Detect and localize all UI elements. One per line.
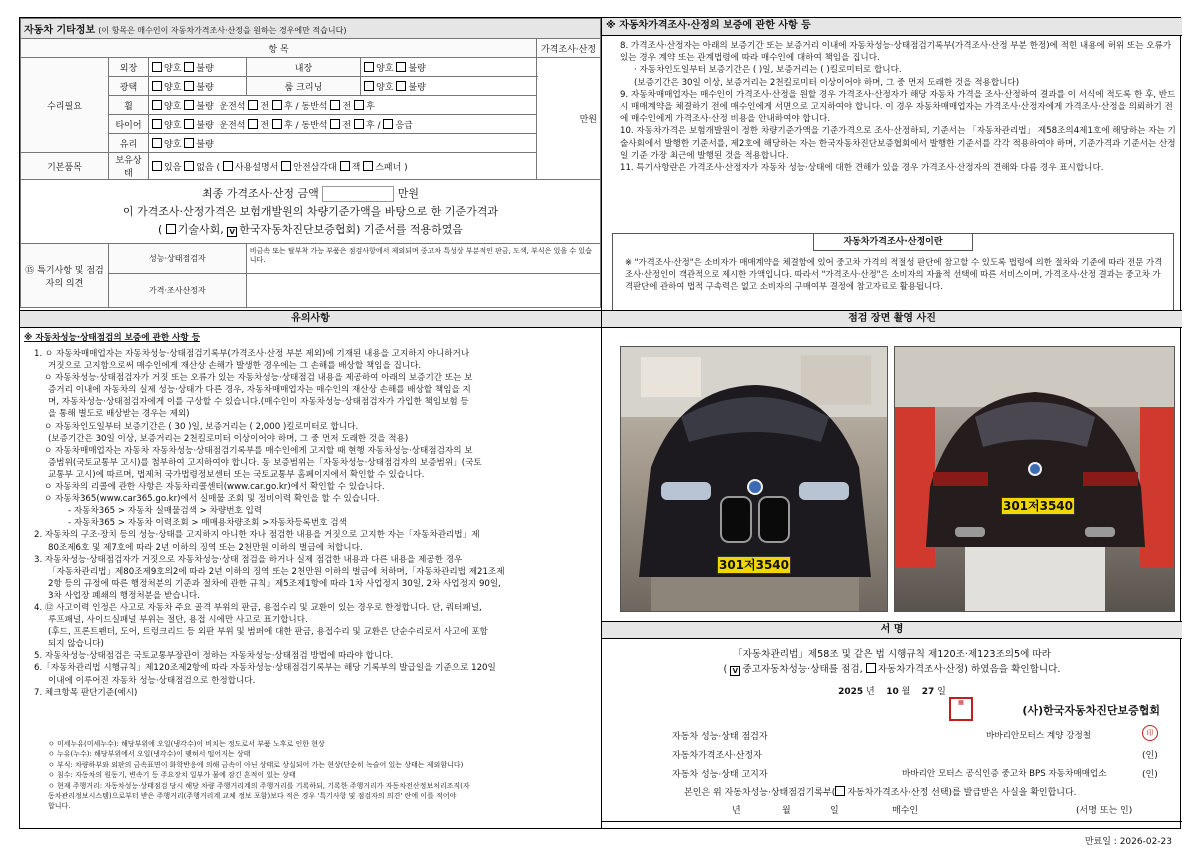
appraiser-opinion-text[interactable]: [246, 274, 600, 308]
row-exterior: 외장: [109, 58, 149, 77]
appraiser-opinion-label: 가격·조사산정자: [109, 274, 247, 308]
row-interior: 내장: [246, 58, 360, 77]
basis-line-1: 이 가격조사·산정가격은 보험개발원의 차량기준가액을 바탕으로 한 기준가격과: [122, 204, 499, 218]
tire-emergency-checkbox[interactable]: [383, 119, 393, 129]
receipt-appraisal-checkbox[interactable]: [835, 786, 845, 796]
manual-checkbox[interactable]: [223, 161, 233, 171]
wheel-pass-front-checkbox[interactable]: [330, 100, 340, 110]
criteria-line: ㅇ 누유(누수): 해당부위에서 오일(냉각수)이 맺혀서 떨어지는 상태: [48, 750, 251, 759]
rear-photo: [894, 346, 1175, 612]
gloss-bad-checkbox[interactable]: [184, 81, 194, 91]
price-unit: 만원: [537, 58, 601, 180]
wheel-pass-rear-checkbox[interactable]: [354, 100, 364, 110]
notes-line: 루프패널, 사이드실패널 부위는 절단, 용접 시에만 사고로 표기합니다.: [48, 615, 308, 626]
interior-bad-checkbox[interactable]: [396, 62, 406, 72]
notes-line: 며, 자동차성능·상태점검자에게 이를 구상할 수 있습니다.(매수인이 자동차성능·상태점검자가 가입한 책임보험 등: [48, 397, 469, 408]
row-gloss: 광택: [109, 77, 149, 96]
glass-good-checkbox[interactable]: [152, 138, 162, 148]
header-item: 항 목: [21, 39, 537, 58]
notes-line: 2항 등의 규정에 따른 행정처분의 기준과 절차에 관한 규칙」제5조제1항에 따라 1차 사업정지 30일, 2차 사업정지 90일,: [48, 578, 501, 589]
wheel-driver-rear-checkbox[interactable]: [272, 100, 282, 110]
row-glass: 유리: [109, 134, 149, 153]
notes-line: 80조제6호 및 제7호에 따라 2년 이하의 징역 또는 2천만원 이하의 벌금에 처합니다.: [48, 542, 363, 553]
buyer-sign: (서명 또는 인): [1076, 806, 1133, 816]
notes-line: - 자동차365 > 자동차 실매물검색 > 차량번호 입력: [68, 506, 263, 517]
none-checkbox[interactable]: [184, 161, 194, 171]
photos-title: 점검 장면 촬영 사진: [602, 310, 1182, 328]
inspector-seal-icon: 印: [1142, 725, 1158, 741]
wheel-driver-front-checkbox[interactable]: [248, 100, 258, 110]
notes-line: 거짓으로 고지함으로써 매수인에게 재산상 손해가 발생한 경우에는 그 손해를 배상할 책임을 집니다.: [48, 361, 422, 372]
document-frame: [19, 17, 1181, 829]
guarantee-price-body: 8. 가격조사·산정자는 아래의 보증기간 또는 보증거리 이내에 자동차성능·상태점검기록부(가격조사·산정 부분 한정)에 적힌 내용에 허위 또는 오류가 있는 경우 계약 또는 관계법령에 따라 매수인에 대하여 책임을 집니다. · 자동차인도일부터 보증기간은 ( )일, 보증거리는 ( )킬로미터로 합니다. (보증기간은 30일 이상, 보증거리는 2천킬로미터 이상이어야 하며, 그 중 먼저 도래한 것을 적용합니다) 9. 자동차매매업자는 매수인이 가격조사·산정을 원할 경우 가격조사·산정자가 해당 자동차 가격을 조사·산정하여 결과를 이 서식에 적도록 한 후, 반드시 매매계약을 체결하기 전에 매수인에게 서면으로 고지하여야 합니다. 이 경우 자동차매매업자는 가격조사·산정자에게 가격조사·산정을 의뢰하기 전에 매수인에게 가격조사·산정 비용을 안내하여야 합니다. 10. 자동차가격은 보험개발원이 정한 차량기준가액을 기준가격으로 조사·산정하되, 기준서는 「자동차관리법」 제58조의4제1호에 해당하는 자는 기술사회에서 발행한 기준서를, 제2호에 해당하는 자는 한국자동차진단보증협회에서 발행한 기준서를 각각 적용하여야 하며, 기준가격과 기준서는 산정일 기준 가장 최근에 발행된 것을 적용합니다. 11. 특기사항란은 가격조사·산정자가 자동차 성능·상태에 대한 견해가 있을 경우 가격조사·산정자의 견해와 다름 경우 표시합니다.: [620, 41, 1176, 174]
criteria-body: [48, 739, 596, 812]
expiry-date: 만료일 : 2026-02-23: [1084, 837, 1172, 847]
notes-line: (보증기간은 30일 이상, 보증거리는 2천킬로미터 이상이어야 하며, 그 중 먼저 도래한 것을 적용): [48, 433, 409, 444]
inspector-label: 자동차 성능·상태 점검자: [672, 732, 768, 742]
notes-line: 7. 체크항목 판단기준(예시): [34, 687, 138, 698]
appraisal-checkbox[interactable]: [866, 663, 876, 673]
row-wheel: 휠: [109, 96, 149, 115]
tire-bad-checkbox[interactable]: [184, 119, 194, 129]
criteria-line: ㅇ 부식: 차량하부와 외판의 금속표면이 화학반응에 의해 금속이 아닌 상태로 상실되어 가는 현상(단순히 녹슬어 있는 상태는 제외함니다): [48, 760, 464, 769]
notifier-label: 자동차 성능·상태 고지자: [672, 770, 768, 780]
notes-line: - 자동차365 > 자동차 이력조회 > 매매용차량조회 >자동차등록번호 검색: [68, 518, 347, 529]
notes-line: 1. ㅇ 자동차매매업자는 자동차성능·상태점검기록부(가격조사·산정 부분 제외)에 기재된 내용을 고지하지 아니하거나: [34, 349, 470, 359]
final-price-label: 최종 가격조사·산정 금액: [201, 186, 319, 200]
etc-note: (이 항목은 매수인이 자동차가격조사·산정을 원하는 경우에만 적습니다): [98, 26, 347, 35]
tire-driver-rear-checkbox[interactable]: [272, 119, 282, 129]
signature-law: 「자동차관리법」제58조 및 같은 법 시행규칙 제120조·제123조의5에 따라: [733, 649, 1051, 660]
notes-subtitle: ※ 자동차성능·상태점검의 보증에 관한 사항 등: [24, 333, 201, 343]
exterior-good-checkbox[interactable]: [152, 62, 162, 72]
inspection-checkbox[interactable]: [730, 666, 740, 676]
price-definition-title: 자동차가격조사·산정이란: [813, 233, 973, 251]
triangle-checkbox[interactable]: [281, 161, 291, 171]
row-room-clean: 룸 크리닝: [246, 77, 360, 96]
possession-label: 보유상태: [109, 153, 149, 180]
appraiser-label: 자동차가격조사·산정자: [672, 751, 762, 761]
tire-good-checkbox[interactable]: [152, 119, 162, 129]
rear-plate: 301저3540: [1002, 499, 1074, 513]
criteria-line: ㅇ 현재 주행거리: 자동차성능·상태점검 당시 해당 차량 주행거리계의 주행거리를 기록하되, 기록한 주행거리가 자동차전산정보처리조직(자: [48, 781, 470, 790]
have-checkbox[interactable]: [152, 161, 162, 171]
wheel-bad-checkbox[interactable]: [184, 100, 194, 110]
room-good-checkbox[interactable]: [364, 81, 374, 91]
notes-line: ㅇ 자동차매매업자는 자동차 자동차성능·상태점검기록부를 매수인에게 고지할 때 현행 자동차성능·상태점검자의 보: [44, 445, 473, 456]
tire-pass-front-checkbox[interactable]: [330, 119, 340, 129]
appraiser-seal: (인): [1142, 751, 1158, 761]
criteria-line: 동차관리정보시스템)으로부터 받은 주행거리(주행거리계 교체 정보 포함)보다 적은 경우 '특기사항 및 점검자의 의견' 란에 이를 적어야: [48, 792, 457, 801]
kada-checkbox[interactable]: [227, 227, 237, 237]
basis-line-2: 한국자동차진단보증협회) 기준서를 적용하였음: [239, 222, 464, 236]
header-price: 가격조사·산정: [537, 39, 601, 58]
gloss-good-checkbox[interactable]: [152, 81, 162, 91]
price-definition-text: ※ "가격조사·산정"은 소비자가 매매계약을 체결함에 있어 중고차 가격의 적절성 판단에 참고할 수 있도록 법령에 의한 절차와 기준에 따라 전문 가격조사·산정인이 객관적으로 제시한 가액입니다. 따라서 "가격조사·산정"은 소비자의 자율적 선택에 따른 서비스이며, 가격조사·산정 결과는 중고차 가격판단에 관하여 법적 구속력은 없고 소비자의 구매여부 결정에 참고자료로 활용됩니다.: [625, 257, 1163, 291]
final-price-input[interactable]: [322, 186, 394, 202]
price-definition-box: [612, 233, 1174, 313]
etc-title: 자동차 기타정보: [24, 25, 96, 36]
signature-title: 서 명: [602, 621, 1182, 639]
notes-line: ㅇ 자동차365(www.car365.go.kr)에서 실매물 조회 및 정비이력 확인을 할 수 있습니다.: [44, 494, 380, 505]
notes-line: 「자동차관리법」제80조제9호의2에 따라 2년 이하의 징역 또는 2천만원 이하의 벌금에 처하며,「자동차관리법 제21조제: [48, 566, 505, 577]
notes-line: ㅇ 자동차인도일부터 보증기간은 ( 30 )일, 보증거리는 ( 2,000 )킬로미터로 합니다.: [44, 421, 359, 432]
notes-line: ㅇ 자동차성능·상태점검자가 거짓 또는 오류가 있는 자동차성능·상태점검 내용을 제공하여 아래의 보증기간 또는 보: [44, 373, 473, 384]
notes-line: ㅇ 자동차의 리콜에 관한 사항은 자동차리콜센터(www.car.go.kr)에서 확인할 수 있습니다.: [44, 482, 385, 493]
notes-line: 증범위(국토교통부 고시)를 첨부하여 고지하여야 합니다. 동 보증범위는「자동차성능·상태점검자의 보증범위」(국토: [48, 457, 482, 468]
criteria-line: ㅇ 침수: 자동차의 원동기, 변속기 등 주요장치 일부가 물에 잠긴 흔적이 있는 상태: [48, 771, 296, 780]
notes-line: 5. 자동차성능·상태점검은 국토교통부장관이 정하는 자동차성능·상태점검 방법에 따라야 합니다.: [34, 651, 394, 662]
spanner-checkbox[interactable]: [363, 161, 373, 171]
notes-line: 증거리 이내에 자동차의 실제 성능·상태가 다른 경우, 자동차매매업자는 매수인의 재산상 손해를 배상할 책임을 지: [48, 385, 471, 396]
notifier-name: 바바리안 모터스 공식인증 중고차 BPS 자동차매매업소: [902, 769, 1107, 779]
notes-line: (후드, 프론트펜더, 도어, 트렁크리드 등 외판 부위 및 범퍼에 대한 판금, 용접수리 및 교환은 단순수리로서 사고에 포함: [48, 627, 488, 638]
wheel-good-checkbox[interactable]: [152, 100, 162, 110]
glass-bad-checkbox[interactable]: [184, 138, 194, 148]
tire-driver-front-checkbox[interactable]: [248, 119, 258, 129]
interior-good-checkbox[interactable]: [364, 62, 374, 72]
front-plate: 301저3540: [718, 558, 790, 572]
tire-pass-rear-checkbox[interactable]: [354, 119, 364, 129]
final-price-unit: 만원: [397, 186, 419, 200]
notes-line: 3차 사업장 폐쇄의 행정처분을 받습니다.: [48, 590, 200, 601]
notes-title: 유의사항: [20, 310, 601, 328]
room-bad-checkbox[interactable]: [396, 81, 406, 91]
notes-line: 을 통해 별도로 배상받는 경우는 제외): [48, 409, 190, 420]
notifier-seal: (인): [1142, 770, 1158, 780]
notes-line: 되지 않습니다): [48, 639, 104, 650]
notes-line: 3. 자동차성능·상태점검자가 거짓으로 자동차성능·상태 점검을 하거나 실제 점검한 내용과 다른 내용을 제공한 경우: [34, 554, 463, 565]
tech-society-checkbox[interactable]: [166, 224, 176, 234]
notes-line: 2. 자동차의 구조·장치 등의 성능·상태를 고지하지 아니한 자나 점검한 내용을 거짓으로 고지한 자는「자동차관리법」제: [34, 530, 480, 541]
signature-date: 2025 년 10 월 27 일: [838, 687, 946, 697]
inspector-opinion-text: 비금속 또는 탈부착 가능 부품은 점검사항에서 제외되며 중고차 특성상 부분적인 판금, 도색, 부식은 있을 수 있습니다.: [246, 244, 600, 274]
criteria-line: 합니다.: [48, 802, 71, 811]
notes-body: [34, 348, 594, 699]
rear-car-image: [895, 347, 1175, 612]
row-tire: 타이어: [109, 115, 149, 134]
association-seal-icon: ▦: [949, 697, 973, 721]
inspector-name: 바바리안모터스 계양 강정철: [986, 731, 1092, 741]
special-label: ⑮ 특기사항 및 점검자의 의견: [21, 244, 109, 308]
guarantee-price-title: ※ 자동차가격조사·산정의 보증에 관한 사항 등: [602, 18, 1182, 36]
etc-info-table: 자동차 기타정보 (이 항목은 매수인이 자동차가격조사·산정을 원하는 경우에만 적습니다) 항 목 가격조사·산정 수리필요 외장 양호 불량 내장 양호 불량 만원 광택 양호 불량 룸 크리닝 양호 불량 휠 양호 불량 운전석 전 후 / 동반석 전 후 타이어 양호 불량 운전석 전 후 / 동반석 전 후 / 응급 유리 양호 불량 기본품목 보유상태 있음 없음 ( 사용설명서 안전삼각대 잭 스패너 ) 최종 가격조사·산정 금액 만원 이 가격조사·산정가격은 보험개발원의 차량기준가액을 바탕으로 한 기준가격과 ( 기술사회, V 한국자동차진단보증협회) 기준서를 적용하였음 ⑮ 특기사항 및 점검자의 의견 성능·상태점검자 비금속 또는 탈부착 가능 부품은 점검사항에서 제외되며 중고차 특성상 부분적인 판금, 도색, 부식은 있을 수 있습니다. 가격·조사산정자: [20, 18, 601, 308]
notes-line: 6.「자동차관리법 시행규칙」제120조제2항에 따라 자동차성능·상태점검기록부는 해당 기록부의 발급일을 기준으로 120일: [34, 663, 496, 674]
front-photo: [620, 346, 888, 612]
criteria-line: ㅇ 미세누유(미세누수): 해당부위에 오일(냉각수)이 비치는 정도로서 부품 노후로 인한 현상: [48, 740, 325, 748]
repair-label: 수리필요: [21, 58, 109, 153]
buyer-label: 매수인: [892, 806, 919, 816]
exterior-bad-checkbox[interactable]: [184, 62, 194, 72]
notes-line: 교통부 고시)에 따르며, 법제처 국가법령정보센터 또는 국토교통부 홈페이지에서 확인할 수 있습니다.: [48, 469, 425, 480]
signature-section: 「자동차관리법」제58조 및 같은 법 시행규칙 제120조·제123조의5에 따라 ( V중고자동차성능·상태를 점검, 자동차가격조사·산정) 하였음을 확인합니다. 2025 년 10 월 27 일 (사)한국자동차진단보증협회 ▦ 자동차 성능·상태 점검자 바바리안모터스 계양 강정철 印 자동차가격조사·산정자 (인) 자동차 성능·상태 고지자 바바리안 모터스 공식인증 중고차 BPS 자동차매매업소 (인) 본인은 위 자동차성능·상태점검기록부( 자동차가격조사·산정 선택)를 발급받은 사실을 확인합니다. 년 월 일 매수인 (서명 또는 인): [602, 642, 1182, 830]
association-name: (사)한국자동차진단보증협회: [1022, 704, 1160, 717]
jack-checkbox[interactable]: [340, 161, 350, 171]
notes-line: 이내에 이루어진 자동차 성능·상태점검으로 한정합니다.: [48, 675, 256, 686]
basic-label: 기본품목: [21, 153, 109, 180]
notes-line: 4. ⑫ 사고이력 인정은 사고로 자동차 주요 골격 부위의 판금, 용접수리 및 교환이 있는 경우로 한정합니다. 단, 쿼터패널,: [34, 602, 482, 613]
inspector-opinion-label: 성능·상태점검자: [109, 244, 247, 274]
